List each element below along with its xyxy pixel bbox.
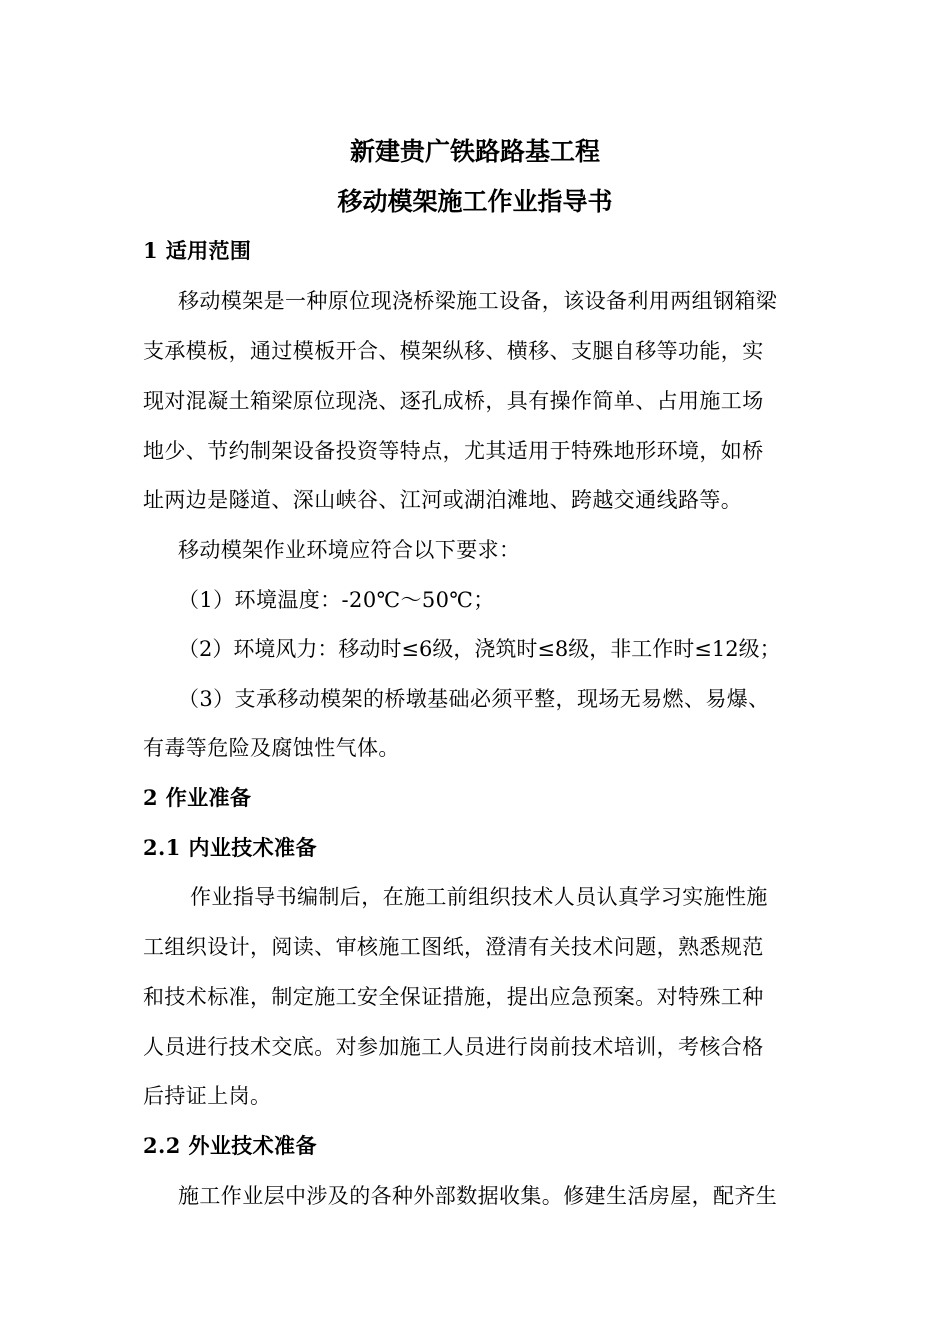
section-2-2-heading: 2.2 外业技术准备 [143,1133,317,1158]
section-1-para1-line4: 地少、节约制架设备投资等特点，尤其适用于特殊地形环境，如桥 [143,439,764,463]
section-1-heading: 1 适用范围 [143,238,252,263]
section-2-heading: 2 作业准备 [143,785,252,810]
section-1-item-3-line1: （3）支承移动模架的桥墩基础必须平整，现场无易燃、易爆、 [178,687,770,711]
section-1-item-2: （2）环境风力：移动时≤6级，浇筑时≤8级，非工作时≤12级； [178,637,781,661]
section-2-1-para-line1: 作业指导书编制后，在施工前组织技术人员认真学习实施性施 [190,885,768,909]
document-title-line2: 移动模架施工作业指导书 [337,187,613,216]
section-1-para1-line1: 移动模架是一种原位现浇桥梁施工设备，该设备利用两组钢箱梁 [178,289,778,313]
section-1-item-1: （1）环境温度：-20℃～50℃； [178,588,495,612]
section-2-1-para-line5: 后持证上岗。 [143,1084,272,1108]
section-2-1-heading: 2.1 内业技术准备 [143,835,317,860]
document-title-line1: 新建贵广铁路路基工程 [349,137,600,166]
section-2-1-para-line4: 人员进行技术交底。对参加施工人员进行岗前技术培训，考核合格 [143,1035,764,1059]
section-2-2-para-line1: 施工作业层中涉及的各种外部数据收集。修建生活房屋，配齐生 [178,1184,778,1208]
section-1-para1-line3: 现对混凝土箱梁原位现浇、逐孔成桥，具有操作简单、占用施工场 [143,389,764,413]
section-1-para2: 移动模架作业环境应符合以下要求： [178,538,521,562]
section-2-1-para-line3: 和技术标准，制定施工安全保证措施，提出应急预案。对特殊工种 [143,985,764,1009]
section-1-item-3-line2: 有毒等危险及腐蚀性气体。 [143,736,400,760]
section-1-para1-line5: 址两边是隧道、深山峡谷、江河或湖泊滩地、跨越交通线路等。 [143,488,743,512]
section-2-1-para-line2: 工组织设计，阅读、审核施工图纸，澄清有关技术问题，熟悉规范 [143,935,764,959]
section-1-para1-line2: 支承模板，通过模板开合、模架纵移、横移、支腿自移等功能，实 [143,339,764,363]
